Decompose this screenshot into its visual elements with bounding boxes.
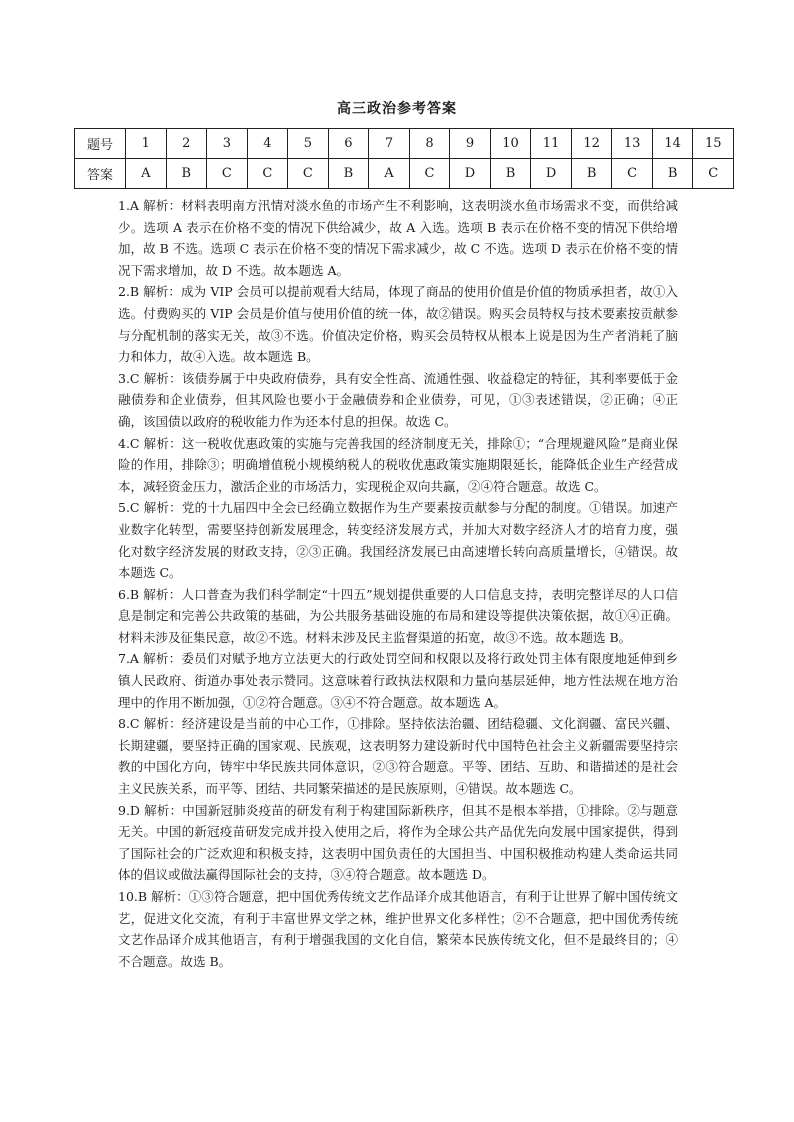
question-number-cell: 1 bbox=[126, 129, 167, 159]
answer-cell: D bbox=[531, 159, 572, 189]
answer-cell: C bbox=[288, 159, 329, 189]
answer-cell: C bbox=[693, 159, 734, 189]
question-number-cell: 11 bbox=[531, 129, 572, 159]
question-number-cell: 2 bbox=[166, 129, 207, 159]
answer-cell: D bbox=[450, 159, 491, 189]
question-number-cell: 14 bbox=[652, 129, 693, 159]
answer-cell: C bbox=[409, 159, 450, 189]
question-number-cell: 3 bbox=[207, 129, 248, 159]
question-number-cell: 12 bbox=[571, 129, 612, 159]
explanation-item-8: 8.C 解析：经济建设是当前的中心工作，①排除。坚持依法治疆、团结稳疆、文化润疆、富民兴疆、长期建疆，要坚持正确的国家观、民族观，这表明努力建设新时代中国特色社会主义新疆需要坚持宗教的中国化方向，铸牢中华民族共同体意识，②③符合题意。平等、团结、互助、和谐描述的是社会主义民族关系，而平等、团结、共同繁荣描述的是民族原则，④错误。故本题选 C。 bbox=[118, 716, 678, 797]
answer-cell: B bbox=[571, 159, 612, 189]
explanation-item-1: 1.A 解析：材料表明南方汛情对淡水鱼的市场产生不利影响，这表明淡水鱼市场需求不变，而供给减少。选项 A 表示在价格不变的情况下供给减少，故 A 入选。选项 B 表示在价格不变的情况下供给增加，故 B 不选。选项 C 表示在价格不变的情况下需求减少，故 C 不选。选项 D 表示在价格不变的情况下需求增加，故 D 不选。故本题选 A。 bbox=[118, 198, 678, 278]
question-number-cell: 4 bbox=[247, 129, 288, 159]
question-number-cell: 13 bbox=[612, 129, 653, 159]
explanation-item-3: 3.C 解析：该债券属于中央政府债券，具有安全性高、流通性强、收益稳定的特征，其利率要低于金融债券和企业债券，但其风险也要小于金融债券和企业债券，可见，①③表述错误，②正确；④正确，该国债以政府的税收能力作为还本付息的担保。故选 C。 bbox=[118, 370, 678, 429]
row-header-answer: 答案 bbox=[75, 159, 126, 189]
question-number-cell: 10 bbox=[490, 129, 531, 159]
explanation-item-2: 2.B 解析：成为 VIP 会员可以提前观看大结局，体现了商品的使用价值是价值的物质承担者，故①入选。付费购买的 VIP 会员是价值与使用价值的统一体，故②错误。购买会员特权与技术要素按贡献参与分配机制的落实无关，故③不选。价值决定价格，购买会员特权从根本上说是因为生产者消耗了脑力和体力，故④入选。故本题选 B。 bbox=[118, 284, 678, 365]
answer-cell: C bbox=[612, 159, 653, 189]
explanation-item-9: 9.D 解析：中国新冠肺炎疫苗的研发有利于构建国际新秩序，但其不是根本举措，①排除。②与题意无关。中国的新冠疫苗研发完成并投入使用之后，将作为全球公共产品优先向发展中国家提供，得到了国际社会的广泛欢迎和积极支持，这表明中国负责任的大国担当、中国积极推动构建人类命运共同体的倡议或做法赢得国际社会的支持，③④符合题意。故本题选 D。 bbox=[118, 802, 678, 883]
question-number-cell: 15 bbox=[693, 129, 734, 159]
question-number-cell: 6 bbox=[328, 129, 369, 159]
answer-cell: C bbox=[247, 159, 288, 189]
explanation-item-10: 10.B 解析：①③符合题意，把中国优秀传统文艺作品译介成其他语言，有利于让世界了解中国传统文艺，促进文化交流，有利于丰富世界文学之林，维护世界文化多样性；②不合题意，把中国优秀传统文艺作品译介成其他语言，有利于增强我国的文化自信，繁荣本民族传统文化，但不是最终目的；④不合题意。故选 B。 bbox=[118, 889, 678, 969]
explanation-item-6: 6.B 解析：人口普查为我们科学制定“十四五”规划提供重要的人口信息支持，表明完整详尽的人口信息是制定和完善公共政策的基础，为公共服务基础设施的布局和建设等提供决策依据，故①④正确。材料未涉及征集民意，故②不选。材料未涉及民主监督渠道的拓宽，故③不选。故本题选 B。 bbox=[118, 586, 678, 645]
answer-cell: A bbox=[126, 159, 167, 189]
row-header-number: 题号 bbox=[75, 129, 126, 159]
question-number-cell: 8 bbox=[409, 129, 450, 159]
answer-cell: B bbox=[652, 159, 693, 189]
question-number-cell: 5 bbox=[288, 129, 329, 159]
answer-cell: B bbox=[490, 159, 531, 189]
explanation-item-4: 4.C 解析：这一税收优惠政策的实施与完善我国的经济制度无关，排除①；“合理规避风险”是商业保险的作用，排除③；明确增值税小规模纳税人的税收优惠政策实施期限延长，能降低企业生产经营成本，减轻资金压力，激活企业的市场活力，实现税企双向共赢，②④符合题意。故选 C。 bbox=[118, 435, 678, 494]
explanation-item-7: 7.A 解析：委员们对赋予地方立法更大的行政处罚空间和权限以及将行政处罚主体有限度地延伸到乡镇人民政府、街道办事处表示赞同。这意味着行政执法权限和力量向基层延伸，地方性法规在地方治理中的作用不断加强，①②符合题意。③④不符合题意。故本题选 A。 bbox=[118, 651, 678, 710]
answer-table bbox=[74, 128, 734, 189]
answer-cell: A bbox=[369, 159, 410, 189]
question-number-cell: 7 bbox=[369, 129, 410, 159]
answer-row bbox=[75, 159, 734, 189]
answer-cell: B bbox=[166, 159, 207, 189]
question-number-cell: 9 bbox=[450, 129, 491, 159]
explanations bbox=[118, 195, 678, 972]
answer-cell: B bbox=[328, 159, 369, 189]
explanation-item-5: 5.C 解析：党的十九届四中全会已经确立数据作为生产要素按贡献参与分配的制度。①错误。加速产业数字化转型，需要坚持创新发展理念，转变经济发展方式，并加大对数字经济人才的培育力度，强化对数字经济发展的财政支持，②③正确。我国经济发展已由高速增长转向高质量增长，④错误。故本题选 C。 bbox=[118, 500, 678, 581]
question-number-row bbox=[75, 129, 734, 159]
page-title: 高三政治参考答案 bbox=[337, 101, 457, 117]
answer-cell: C bbox=[207, 159, 248, 189]
